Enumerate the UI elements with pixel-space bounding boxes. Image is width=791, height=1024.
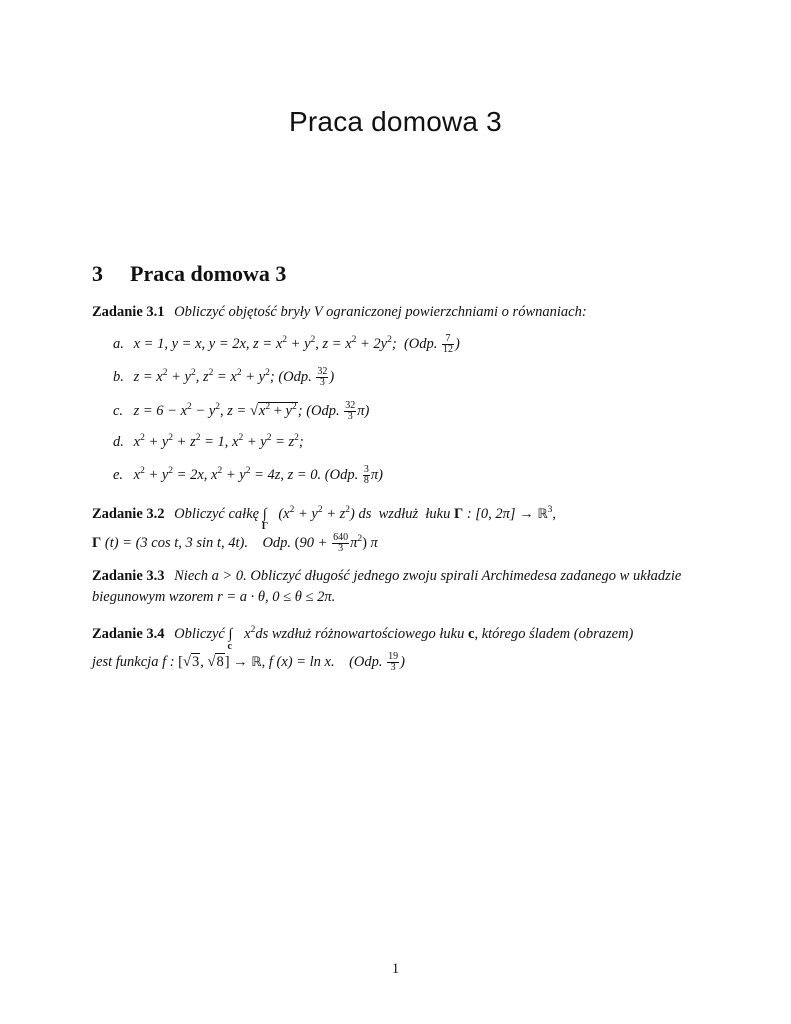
task-label: Zadanie 3.1 <box>92 304 165 320</box>
task-statement: Obliczyć całkę ∫ Γ $(x^2 + y^2 + z^2)$ ds wzdłuż łuku Γ : [0, 2π] → ℝ$^3$, Γ (t) = (3 cos t, 3 sin t, 4t). Odp. (90 + $\frac{640}{3}$ $\pi^2$) π <box>92 505 556 555</box>
section-number: 3 <box>92 261 103 286</box>
item-formula: x = 1, y = x, y = 2x, $z = x^2 + y^2$, $z = x^2 + 2y^2$; (Odp. $\frac{7}{12}$ ) <box>133 333 460 355</box>
task-label: Zadanie 3.3 <box>92 568 165 584</box>
task-statement: Obliczyć ∫ c $x^2ds$ wzdłuż różnowartościowego łuku c, którego śladem (obrazem) jest funkcja f : [√3, √8] → ℝ, f (x) = ln x. (Odp. $\frac{19}{3}$ ) <box>92 625 634 674</box>
section-heading <box>92 261 286 287</box>
item-marker: d. <box>113 434 124 450</box>
task-3-1 <box>92 302 714 323</box>
item-b <box>113 367 334 388</box>
item-formula: $x^2 + y^2 + z^2 = 1$, $x^2 + y^2 = z^2$; <box>133 433 304 450</box>
task-3-2 <box>92 500 714 557</box>
item-marker: a. <box>113 335 124 352</box>
task-label: Zadanie 3.4 <box>92 626 165 642</box>
item-marker: c. <box>113 402 124 419</box>
item-d <box>113 434 304 451</box>
item-marker: e. <box>113 466 124 483</box>
item-e <box>113 465 383 486</box>
item-marker: b. <box>113 368 124 385</box>
item-a <box>113 334 460 355</box>
section-title: Praca domowa 3 <box>130 261 287 286</box>
item-c <box>113 401 369 422</box>
task-3-4 <box>92 620 714 677</box>
item-formula: $z = x^2 + y^2$, $z^2 = x^2 + y^2$; (Odp. $\frac{32}{3}$ ) <box>133 366 335 388</box>
item-formula: $z = 6 - x^2 - y^2$, $z = √x^2 + y^2$; (Odp. $\frac{32}{3}$ π) <box>133 400 370 422</box>
task-statement: Niech a > 0. Obliczyć długość jednego zwoju spirali Archimedesa zadanego w układzie biegunowym wzorem r = a · θ, 0 ≤ θ ≤ 2π. <box>92 568 682 605</box>
page-number: 1 <box>391 961 400 977</box>
task-3-3 <box>92 566 714 608</box>
item-formula: $x^2 + y^2 = 2x$, $x^2 + y^2 = 4z$, z = 0. (Odp. $\frac{3}{8}$ π) <box>133 464 383 486</box>
task-statement: Obliczyć objętość bryły V ograniczonej powierzchniami o równaniach: <box>174 304 587 320</box>
document-title: Praca domowa 3 <box>289 106 502 137</box>
task-label: Zadanie 3.2 <box>92 506 165 522</box>
